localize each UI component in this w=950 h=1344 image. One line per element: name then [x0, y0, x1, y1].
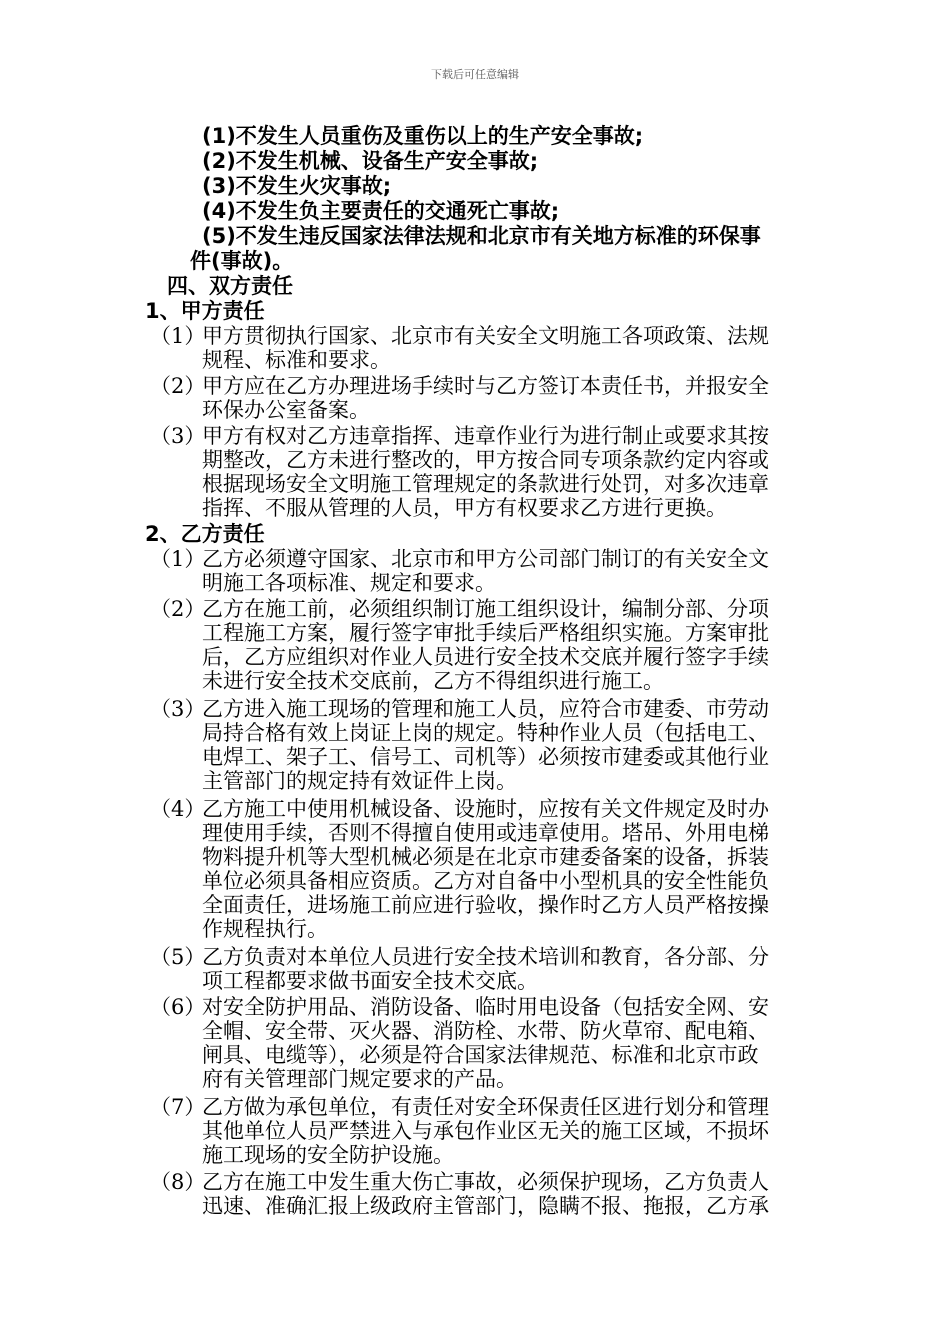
target-item-2: (2)不发生机械、设备生产安全事故; [202, 149, 539, 173]
page-header: 下载后可任意编辑 [431, 68, 519, 81]
target-item-3: (3)不发生火灾事故; [202, 174, 392, 198]
party-b-heading: 2、乙方责任 [145, 522, 265, 546]
target-item-1: (1)不发生人员重伤及重伤以上的生产安全事故; [202, 124, 644, 148]
section-title: 四、双方责任 [167, 274, 293, 298]
party-a-heading: 1、甲方责任 [145, 299, 265, 323]
target-item-4: (4)不发生负主要责任的交通死亡事故; [202, 199, 560, 223]
target-item-5-cont: 件(事故)。 [190, 249, 294, 273]
target-item-5: (5)不发生违反国家法律法规和北京市有关地方标准的环保事 [202, 224, 761, 248]
document-body: (1)不发生人员重伤及重伤以上的生产安全事故; (2)不发生机械、设备生产安全事故; (3)不发生火灾事故; (4)不发生负主要责任的交通死亡事故; (5)不发生违反国家法律法规和北京市有关地方标准的环保事 件(事故)。 四、双方责任 1、甲方责任 （1） 甲方贯彻执行国家、北京市有关安全文明施工各项政策、法规 规程、标准和要求。 （2） 甲方应在乙方办理进场手续时与乙方签订本责任书，并报安全 环保办公室备案。 （3） 甲方有权对乙方违章指挥、违章作业行为进行制止或要求其按 期整改，乙方未进行整改的，甲方按合同专项条款约定内容或 根据现场安全文明施工管理规定的条款进行处罚，对多次违章 指挥、不服从管理的人员，甲方有权要求乙方进行更换。 2、乙方责任 （1） 乙方必须遵守国家、北京市和甲方公司部门制订的有关安全文 明施工各项标准、规定和要求。 （2） 乙方在施工前，必须组织制订施工组织设计，编制分部、分项 工程施工方案，履行签字审批手续后严格组织实施。方案审批 后，乙方应组织对作业人员进行安全技术交底并履行签字手续 未进行安全技术交底前，乙方不得组织进行施工。 （3） 乙方进入施工现场的管理和施工人员，应符合市建委、市劳动 局持合格有效上岗证上岗的规定。特种作业人员（包括电工、 电焊工、架子工、信号工、司机等）必须按市建委或其他行业 主管部门的规定持有效证件上岗。 （4） 乙方施工中使用机械设备、设施时，应按有关文件规定及时办 理使用手续，否则不得擅自使用或违章使用。塔吊、外用电梯 物料提升机等大型机械必须是在北京市建委备案的设备，拆装 单位必须具备相应资质。乙方对自备中小型机具的安全性能负 全面责任，进场施工前应进行验收，操作时乙方人员严格按操 作规程执行。 （5） 乙方负责对本单位人员进行安全技术培训和教育，各分部、分 项工程都要求做书面安全技术交底。 （6） 对安全防护用品、消防设备、临时用电设备（包括安全网、安 全帽、安全带、灭火器、消防栓、水带、防火草帘、配电箱、 闸具、电缆等），必须是符合国家法律规范、标准和北京市政 府有关管理部门规定要求的产品。 （7） 乙方做为承包单位，有责任对安全环保责任区进行划分和管理 其他单位人员严禁进入与承包作业区无关的施工区域，不损坏 施工现场的安全防护设施。 （8） 乙方在施工中发生重大伤亡事故，必须保护现场，乙方负责人 迅速、准确汇报上级政府主管部门，隐瞒不报、拖报，乙方承 [145, 124, 769, 1218]
